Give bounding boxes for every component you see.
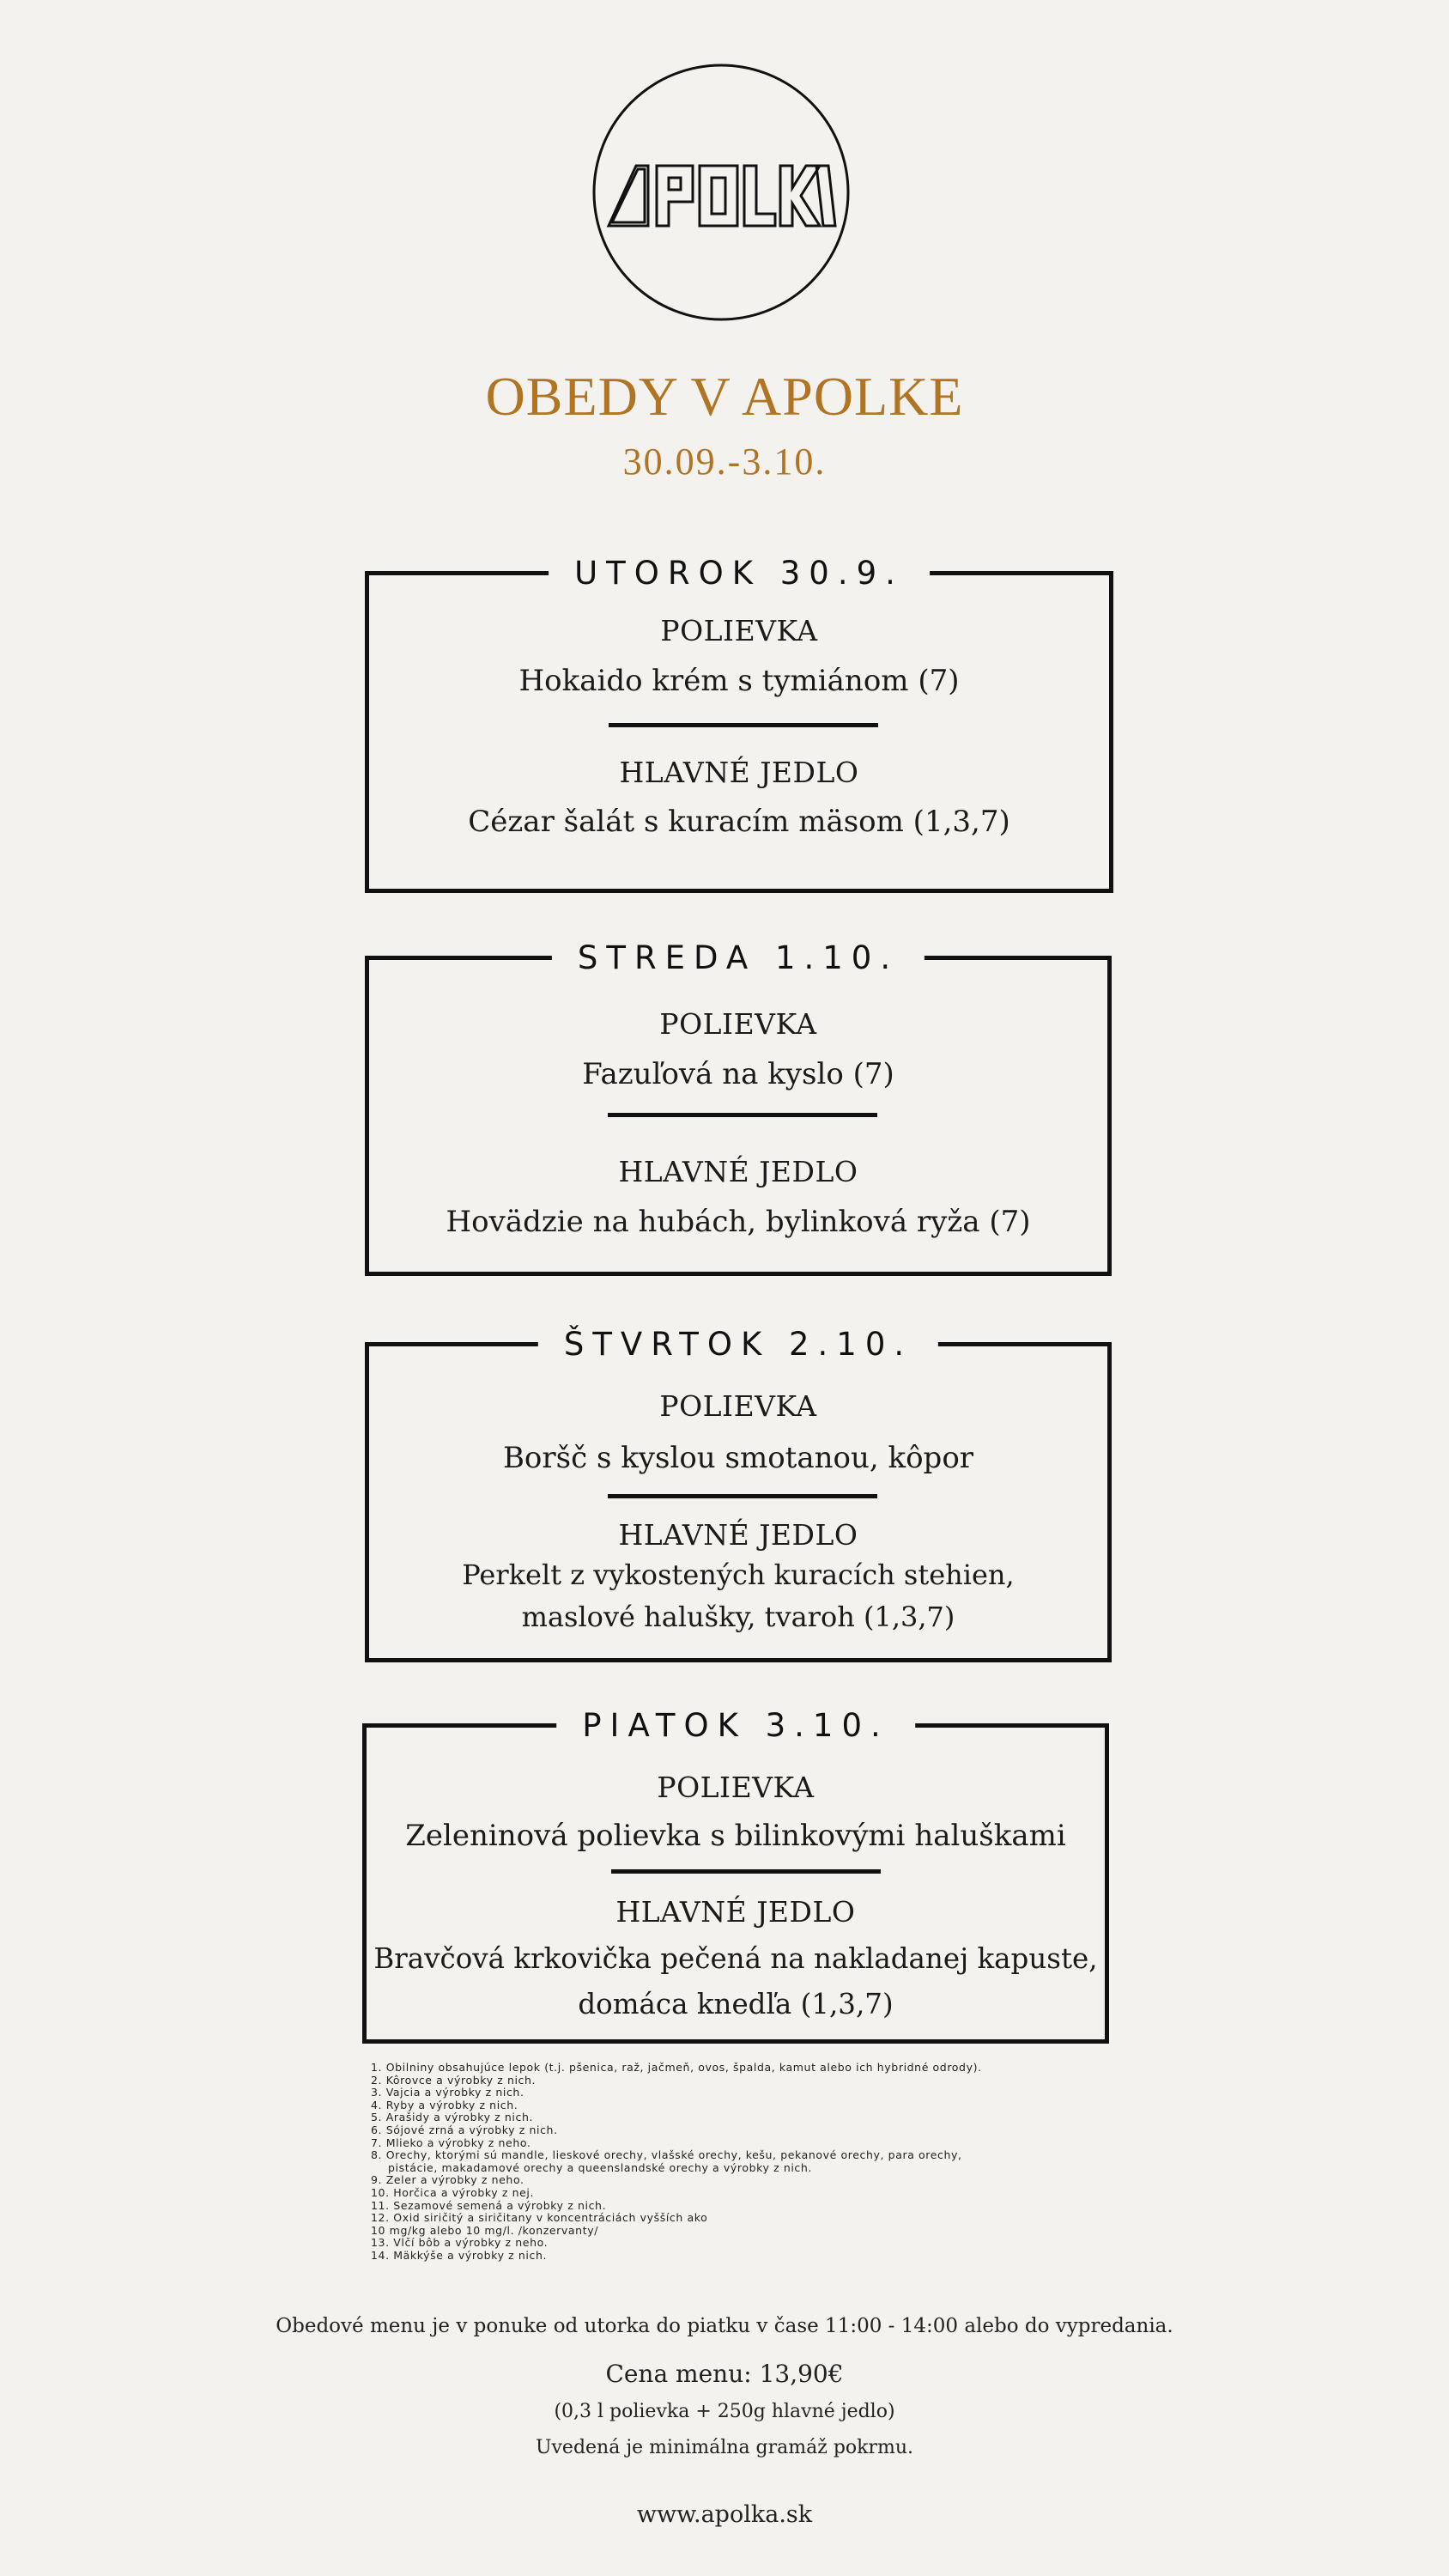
portion-note: (0,3 l polievka + 250g hlavné jedlo)	[554, 2401, 895, 2422]
allergen-item: pistácie, makadamové orechy a queenslandské orechy a výrobky z nich.	[388, 2160, 812, 2174]
main-dish-line: Cézar šalát s kuracím mäsom (1,3,7)	[468, 805, 1010, 839]
main-dish-line: maslové halušky, tvaroh (1,3,7)	[521, 1601, 955, 1633]
divider	[611, 1869, 881, 1874]
soup-dish: Fazuľová na kyslo (7)	[582, 1057, 894, 1091]
allergen-item: 6. Sójové zrná a výrobky z nich.	[371, 2123, 558, 2136]
main-dish-line: Hovädzie na hubách, bylinková ryža (7)	[446, 1205, 1031, 1239]
main-label: HLAVNÉ JEDLO	[619, 756, 859, 789]
day-card-streda	[365, 939, 1112, 1276]
allergen-item: 11. Sezamové semená a výrobky z nich.	[371, 2198, 607, 2212]
allergen-item: 13. Vlčí bôb a výrobky z neho.	[371, 2236, 549, 2250]
soup-dish: Zeleninová polievka s bilinkovými haluškami	[405, 1819, 1066, 1853]
soup-label: POLIEVKA	[660, 614, 818, 647]
apolka-logo	[591, 63, 851, 322]
day-card-piatok	[362, 1707, 1109, 2044]
allergen-item: 1. Obilniny obsahujúce lepok (t.j. pšenica, raž, jačmeň, ovos, špalda, kamut alebo ich hybridné odrody).	[371, 2061, 982, 2074]
allergen-item: 2. Kôrovce a výrobky z nich.	[371, 2073, 537, 2087]
main-dish-line: Bravčová krkovička pečená na nakladanej kapuste,	[373, 1942, 1098, 1975]
day-header: ŠTVRTOK 2.10.	[538, 1317, 938, 1372]
allergen-item: 10 mg/kg alebo 10 mg/l. /konzervanty/	[371, 2223, 599, 2237]
divider	[608, 1494, 877, 1498]
allergen-item: 3. Vajcia a výrobky z nich.	[371, 2086, 524, 2099]
day-header: STREDA 1.10.	[552, 931, 925, 986]
soup-label: POLIEVKA	[657, 1771, 815, 1804]
allergen-item: 9. Zeler a výrobky z neho.	[371, 2173, 524, 2187]
soup-dish: Boršč s kyslou smotanou, kôpor	[502, 1441, 974, 1475]
availability-note: Obedové menu je v ponuke od utorka do piatku v čase 11:00 - 14:00 alebo do vypredania.	[276, 2315, 1173, 2337]
soup-label: POLIEVKA	[659, 1389, 817, 1423]
allergen-item: 5. Arašidy a výrobky z nich.	[371, 2111, 534, 2124]
day-card-utorok	[365, 555, 1113, 893]
divider	[608, 1113, 877, 1117]
date-range: 30.09.-3.10.	[622, 440, 827, 483]
main-dish-line: Perkelt z vykostených kuracích stehien,	[462, 1558, 1015, 1591]
soup-dish: Hokaido krém s tymiánom (7)	[518, 664, 960, 698]
soup-label: POLIEVKA	[659, 1007, 817, 1041]
allergen-item: 12. Oxid siričitý a siričitany v koncentráciách vyšších ako	[371, 2211, 708, 2225]
allergen-item: 10. Horčica a výrobky z nej.	[371, 2185, 535, 2199]
allergen-list	[371, 2062, 1109, 2263]
main-label: HLAVNÉ JEDLO	[615, 1895, 856, 1929]
main-label: HLAVNÉ JEDLO	[618, 1518, 858, 1552]
page-title: OBEDY V APOLKE	[485, 366, 964, 427]
day-header: UTOROK 30.9.	[549, 546, 930, 601]
allergen-item: 8. Orechy, ktorými sú mandle, lieskové orechy, vlašské orechy, kešu, pekanové orechy, para orechy,	[371, 2148, 962, 2162]
menu-price: Cena menu: 13,90€	[605, 2360, 844, 2388]
weight-note: Uvedená je minimálna gramáž pokrmu.	[535, 2437, 914, 2458]
allergen-item: 7. Mlieko a výrobky z neho.	[371, 2136, 531, 2149]
website-link[interactable]: www.apolka.sk	[636, 2501, 813, 2528]
allergen-item: 4. Ryby a výrobky z nich.	[371, 2098, 518, 2111]
day-card-stvrtok	[365, 1326, 1112, 1662]
main-dish-line: domáca knedľa (1,3,7)	[578, 1988, 894, 2020]
divider	[609, 723, 878, 727]
main-label: HLAVNÉ JEDLO	[618, 1155, 858, 1188]
allergen-item: 14. Mäkkýše a výrobky z nich.	[371, 2248, 548, 2262]
day-header: PIATOK 3.10.	[556, 1698, 915, 1753]
